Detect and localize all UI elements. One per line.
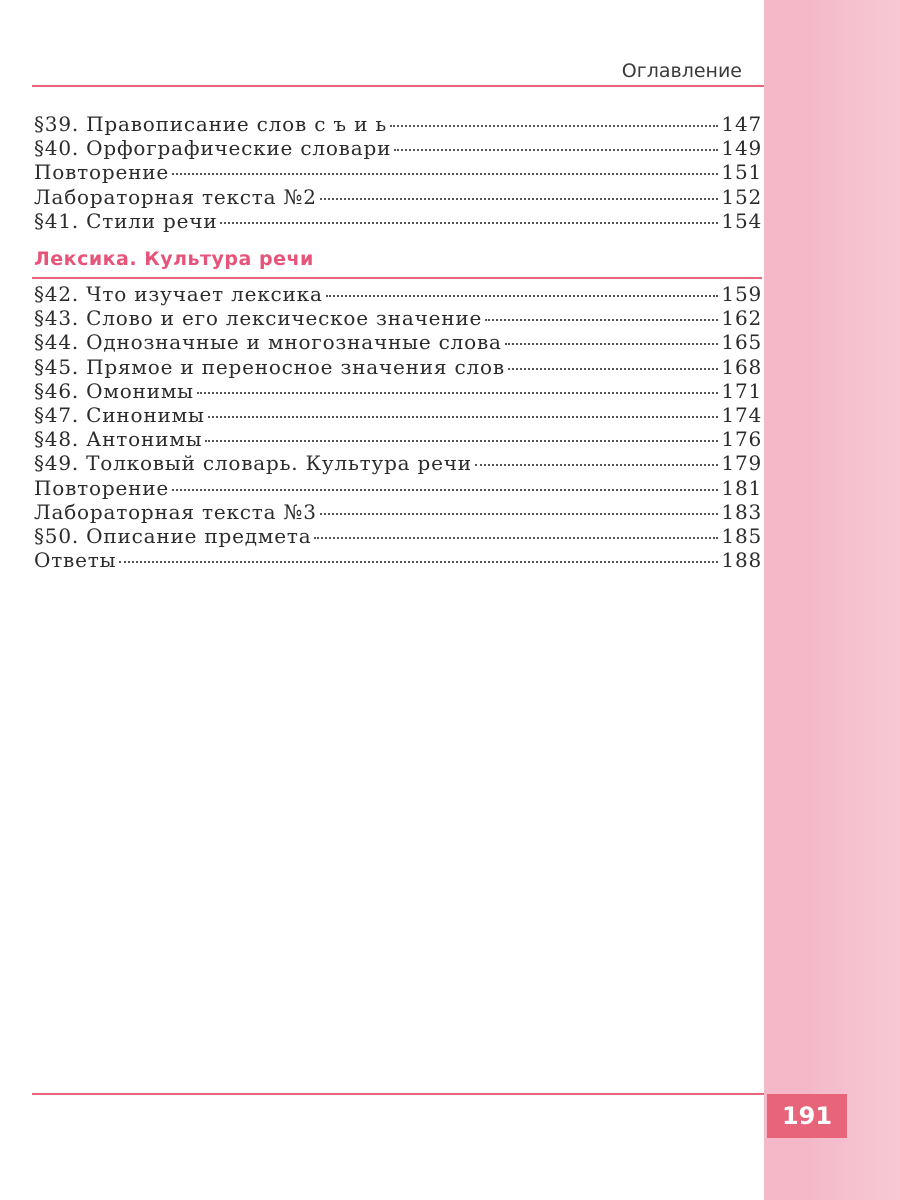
leader-dots [172, 172, 718, 175]
section-heading: Лексика. Культура речи [34, 248, 314, 270]
leader-dots [485, 318, 718, 321]
footer-divider [32, 1093, 764, 1095]
toc-entry-page: 171 [721, 378, 762, 403]
toc-entry-label: §43. Слово и его лексическое значение [34, 306, 483, 331]
toc-entry-label: Лабораторная текста №3 [34, 499, 317, 524]
toc-entry-page: 174 [721, 402, 762, 427]
page-number-badge: 191 [767, 1094, 847, 1138]
toc-entry-label: Ответы [34, 548, 117, 573]
toc-entry-page: 181 [721, 475, 762, 500]
toc-entry[interactable] [34, 500, 762, 524]
leader-dots [326, 294, 719, 297]
toc-entry-page: 154 [721, 208, 762, 233]
toc-entry-label: §46. Омонимы [34, 378, 194, 403]
leader-dots [394, 148, 718, 151]
toc-entry-page: 165 [721, 330, 762, 355]
toc-entry[interactable] [34, 330, 762, 354]
toc-entry-page: 185 [721, 523, 762, 548]
leader-dots [172, 488, 718, 491]
toc-entry[interactable] [34, 524, 762, 548]
leader-dots [208, 415, 719, 418]
toc-entry[interactable] [34, 185, 762, 209]
toc-entry[interactable] [34, 112, 762, 136]
toc-entry[interactable] [34, 548, 762, 572]
toc-entry-page: 168 [721, 354, 762, 379]
toc-entry-label: §45. Прямое и переносное значения слов [34, 354, 505, 379]
toc-entry-label: §44. Однозначные и многозначные слова [34, 330, 502, 355]
leader-dots [314, 536, 718, 539]
leader-dots [205, 439, 718, 442]
toc-entry-label: §48. Антонимы [34, 427, 203, 452]
toc-entry[interactable] [34, 306, 762, 330]
toc-entry[interactable] [34, 476, 762, 500]
toc-entry-label: §49. Толковый словарь. Культура речи [34, 451, 472, 476]
toc-entry[interactable] [34, 403, 762, 427]
leader-dots [508, 367, 719, 370]
toc-list-bottom [34, 282, 762, 572]
page-header-title: Оглавление [621, 60, 742, 82]
toc-entry[interactable] [34, 209, 762, 233]
pink-side-band [764, 0, 900, 1200]
toc-entry-page: 162 [721, 306, 762, 331]
leader-dots [320, 512, 719, 515]
leader-dots [119, 560, 718, 563]
toc-entry-label: §50. Описание предмета [34, 523, 312, 548]
leader-dots [220, 221, 718, 224]
toc-entry[interactable] [34, 136, 762, 160]
toc-entry-label: Повторение [34, 475, 169, 500]
leader-dots [320, 197, 719, 200]
section-divider [32, 277, 762, 279]
toc-entry-label: §40. Орфографические словари [34, 136, 392, 161]
toc-entry-page: 149 [721, 136, 762, 161]
toc-entry-page: 159 [721, 282, 762, 306]
leader-dots [505, 342, 719, 345]
toc-entry-page: 151 [721, 160, 762, 185]
toc-entry-label: §42. Что изучает лексика [34, 282, 323, 306]
toc-entry[interactable] [34, 427, 762, 451]
toc-list-top [34, 112, 762, 233]
toc-entry-page: 188 [721, 548, 762, 573]
toc-entry-label: §41. Стили речи [34, 208, 218, 233]
leader-dots [197, 391, 719, 394]
toc-entry[interactable] [34, 282, 762, 306]
toc-entry-label: Повторение [34, 160, 169, 185]
toc-entry[interactable] [34, 451, 762, 475]
toc-entry-page: 179 [721, 451, 762, 476]
toc-entry-page: 152 [721, 184, 762, 209]
toc-entry-label: Лабораторная текста №2 [34, 184, 317, 209]
toc-entry-label: §39. Правописание слов с ъ и ь [34, 112, 388, 136]
header-divider [32, 85, 764, 87]
toc-entry[interactable] [34, 355, 762, 379]
leader-dots [390, 124, 718, 127]
leader-dots [475, 463, 718, 466]
toc-entry[interactable] [34, 379, 762, 403]
toc-entry-page: 183 [721, 499, 762, 524]
toc-entry-page: 176 [721, 427, 762, 452]
toc-entry[interactable] [34, 160, 762, 184]
toc-entry-page: 147 [721, 112, 762, 136]
toc-entry-label: §47. Синонимы [34, 402, 205, 427]
